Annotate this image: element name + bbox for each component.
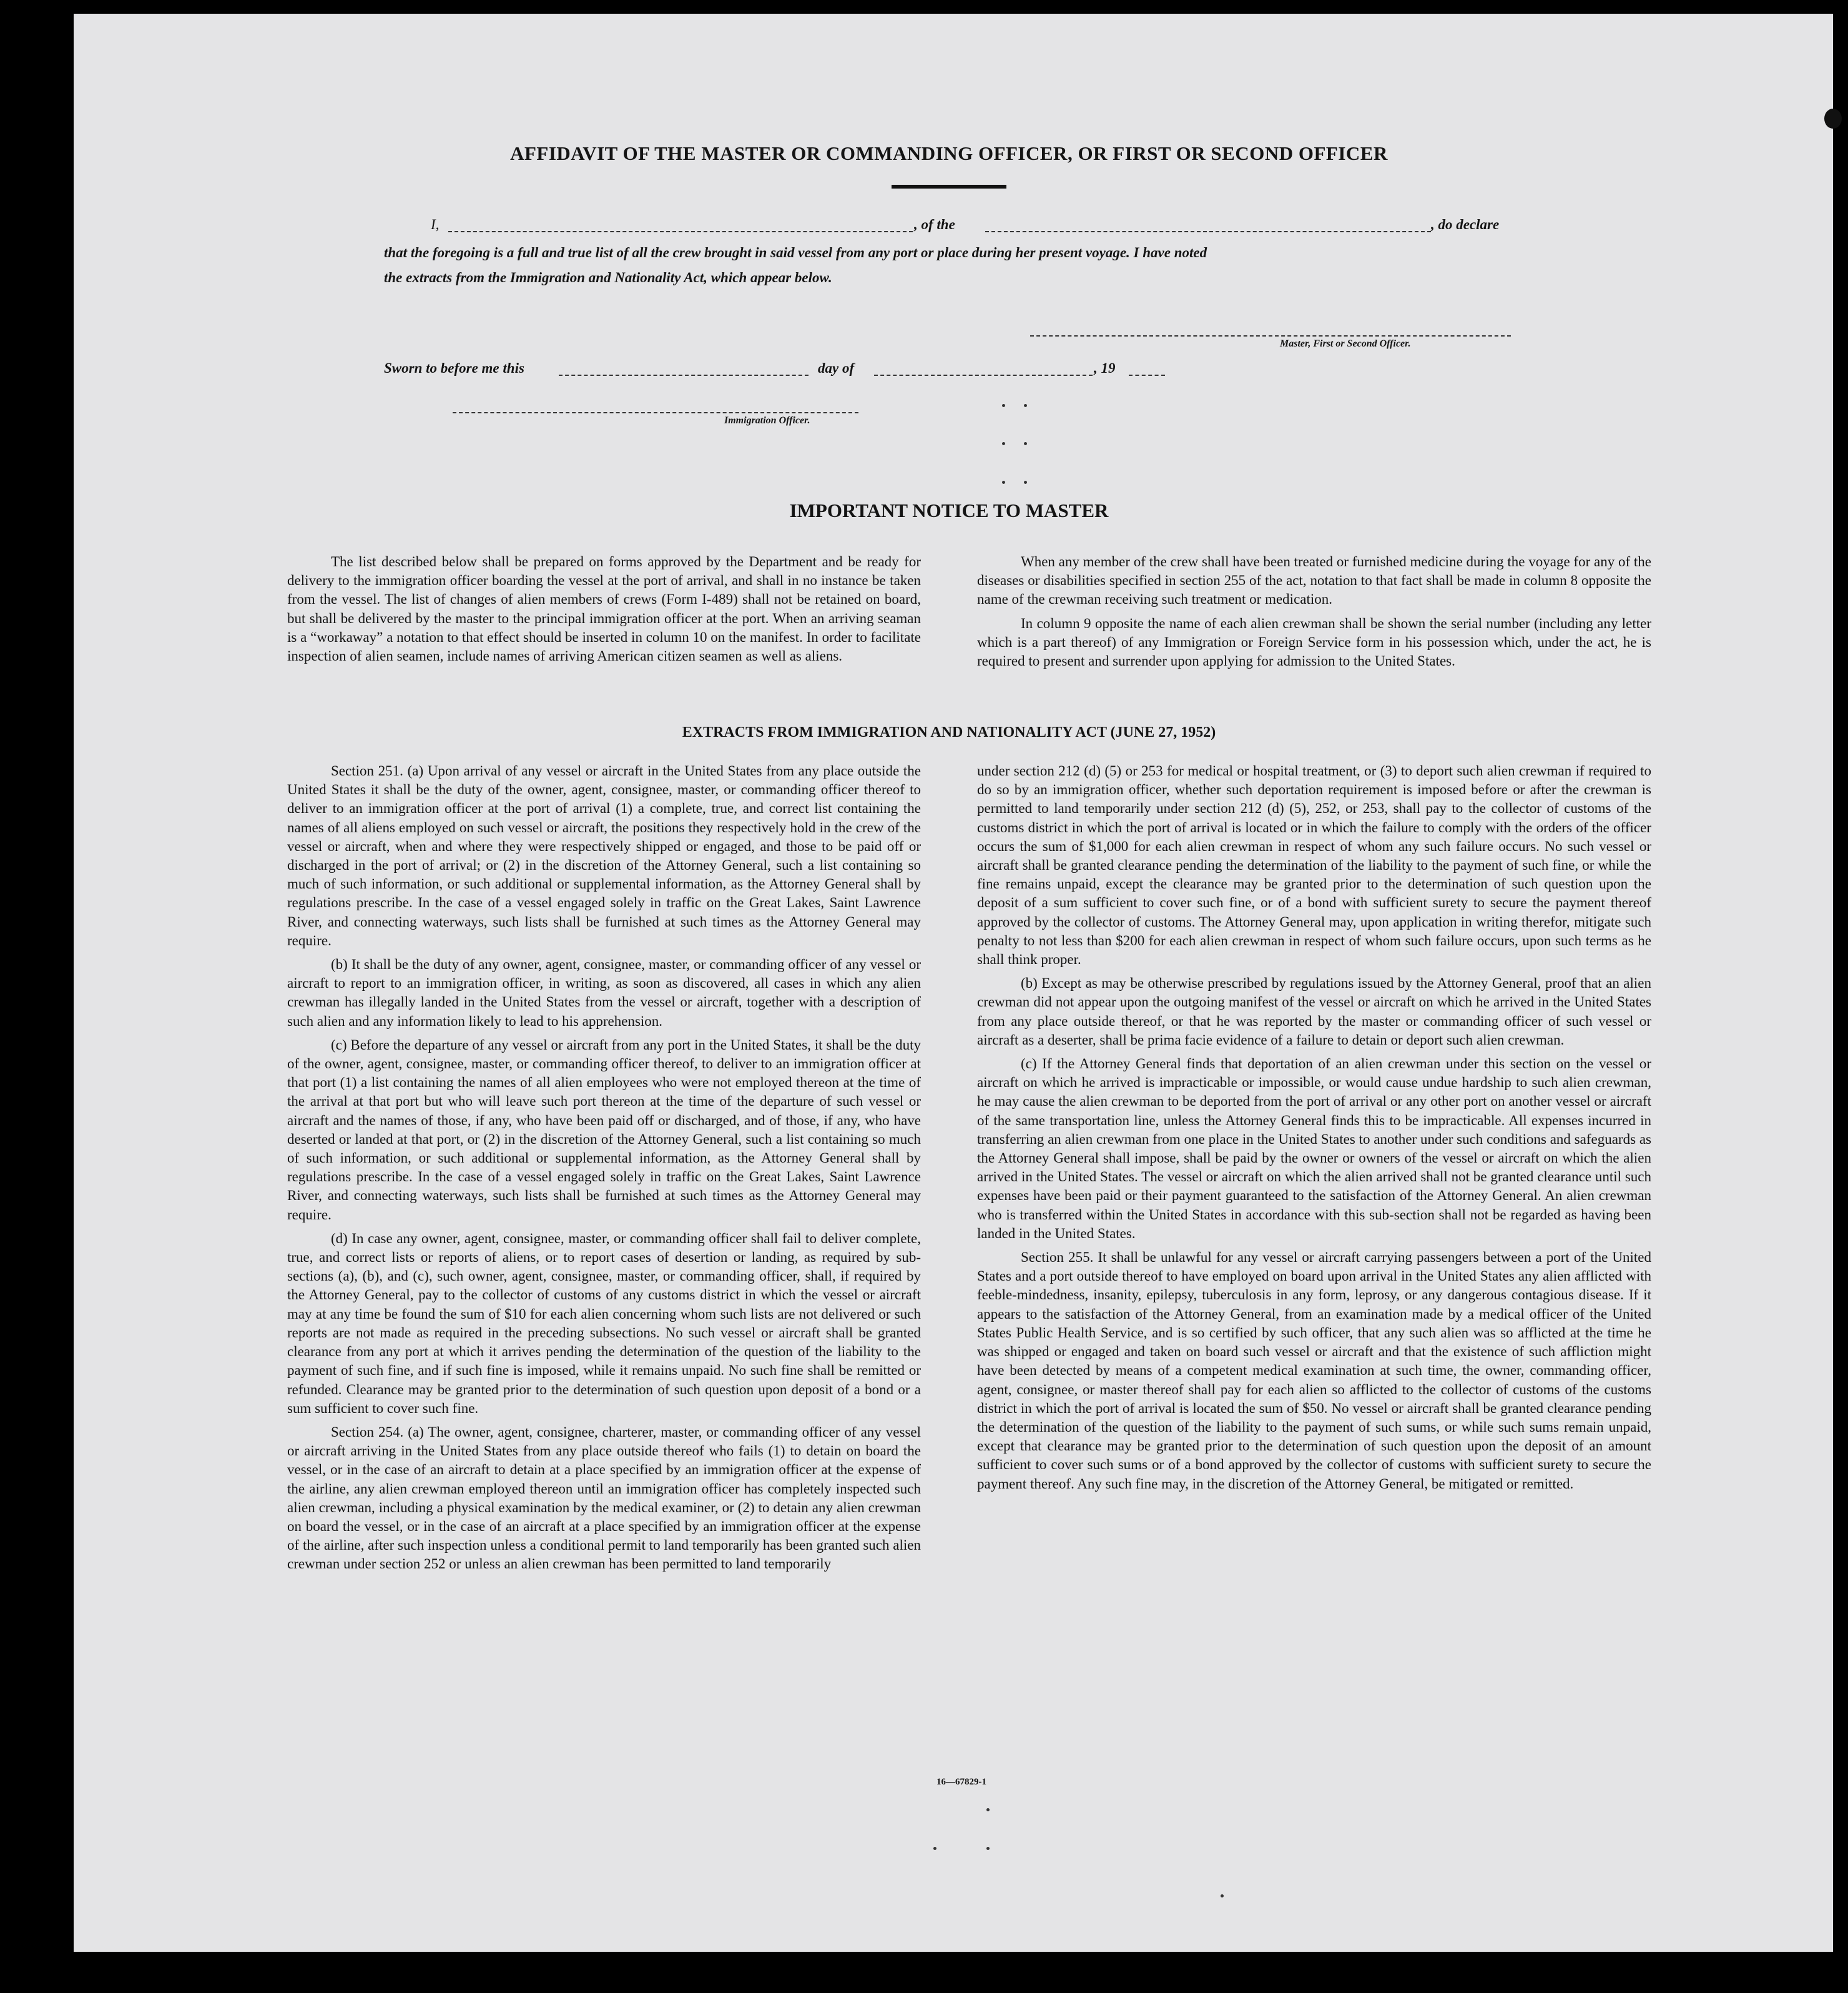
speck: [1002, 442, 1005, 445]
notice-paragraph: When any member of the crew shall have been treated or furnished medicine during the voyage for any of the diseases or disabilities specified in section 255 of the act, notation to that fact shall be made in column 8 opposite the name of the crewman receiving such treatment or medication.: [977, 554, 1651, 608]
affidavit-do-declare: , do declare: [1431, 217, 1500, 232]
extract-paragraph: (c) If the Attorney General finds that deportation of an alien crewman under this section on the vessel or aircraft on which he arrived is impracticable or impossible, or would cause undue hardship to such alien crewman, he may cause the alien crewman to be deported from the port of arrival or any other port on another vessel or aircraft of the same transportation line, unless the Attorney General finds this to be impracticable. All expenses incurred in transferring an alien crewman from one place in the United States to another under such conditions and safeguards as the Attorney General shall impose, shall be paid by the owner or owners of the vessel or aircraft on which the alien arrived in the United States. The vessel or aircraft on which the alien arrived shall not be granted clearance until such expenses have been paid or their payment guaranteed to the satisfaction of the Attorney General. An alien crewman who is transferred within the United States in accordance with this sub-section shall not be regarded as having been landed in the United States.: [977, 1056, 1651, 1241]
year-text: , 19: [1094, 360, 1116, 376]
notice-right-column: [977, 553, 1651, 676]
speck: [1024, 442, 1027, 445]
title-rule: [892, 185, 1006, 189]
extract-paragraph: Section 254. (a) The owner, agent, consignee, charterer, master, or commanding officer of any vessel or aircraft arriving in the United States from any place outside thereof who fails (1) to detain on board the vessel, or in the case of an aircraft to detain at a place specified by an immigration officer at the expense of the airline, any alien crewman employed thereon until an immigration officer has completely inspected such alien crewman, including a physical examination by the medical examiner, or (2) to detain any alien crewman on board the vessel, or in the case of an aircraft at a place specified by an immigration officer at the expense of the airline, after such inspection unless a conditional permit to land temporarily has been granted such alien crewman under section 252 or unless an alien crewman has been permitted to land temporarily: [287, 1424, 921, 1572]
binder-hole: [1824, 109, 1842, 129]
speck: [1002, 404, 1005, 407]
month-blank[interactable]: [874, 375, 1093, 376]
affidavit-i: I,: [431, 217, 440, 232]
year-blank[interactable]: [1129, 375, 1165, 376]
speck: [986, 1808, 990, 1811]
affidavit-title: AFFIDAVIT OF THE MASTER OR COMMANDING OFFICER, OR FIRST OR SECOND OFFICER: [510, 142, 1388, 164]
extract-paragraph: Section 255. It shall be unlawful for any vessel or aircraft carrying passengers between a port of the United States and a port outside thereof to have employed on board upon arrival in the United States any alien afflicted with feeble-mindedness, insanity, epilepsy, tuberculosis in any form, leprosy, or any dangerous contagious disease. If it appears to the satisfaction of the Attorney General, from an examination made by a medical officer of the United States Public Health Service, and is so certified by such officer, that any such alien was so afflicted at the time he was shipped or engaged and taken on board such vessel or aircraft and that the existence of such affliction might have been detected by means of a competent medical examination at such time, the owner, commanding officer, agent, consignee, or master thereof shall pay for each alien so afflicted to the collector of customs of the customs district in which the port of arrival is located the sum of $50. No vessel or aircraft shall be granted clearance pending the determination of the question of the liability to the payment of such sums, or while such sums remain unpaid, except that clearance may be granted prior to the determination of such question upon the deposit of an amount sufficient to cover such sums or of a bond approved by the collector of customs with sufficient surety to secure the payment thereof. Any such fine may, in the discretion of the Attorney General, be mitigated or remitted.: [977, 1249, 1651, 1492]
notice-paragraph: The list described below shall be prepared on forms approved by the Department and be ready for delivery to the immigration officer boarding the vessel at the port of arrival, and shall in no instance be taken from the vessel. The list of changes of alien members of crews (Form I-489) shall not be retained on board, but shall be delivered by the master to the principal immigration officer at the port. When an arriving seaman is a “workaway” a notation to that effect should be inserted in column 10 on the manifest. In order to facilitate inspection of alien seamen, include names of arriving American citizen seamen as well as aliens.: [287, 554, 921, 664]
affidavit-of-the: , of the: [914, 217, 955, 232]
speck: [933, 1847, 936, 1850]
notice-left-column: [287, 553, 921, 671]
master-caption: Master, First or Second Officer.: [1280, 338, 1411, 349]
extracts-title: EXTRACTS FROM IMMIGRATION AND NATIONALITY ACT (JUNE 27, 1952): [682, 724, 1216, 741]
name-blank[interactable]: [448, 231, 913, 232]
extract-paragraph: (b) Except as may be otherwise prescribed by regulations issued by the Attorney General, proof that an alien crewman did not appear upon the outgoing manifest of the vessel or aircraft on which he arrived in the United States from any place outside thereof, or that he was reported by the master or commanding officer of such vessel or aircraft as a deserter, shall be prima facie evidence of a failure to detain or deport such alien crewman.: [977, 975, 1651, 1048]
extracts-right-column: [977, 762, 1651, 1498]
master-signature-line[interactable]: [1030, 335, 1511, 337]
speck: [1002, 481, 1005, 484]
notice-title: IMPORTANT NOTICE TO MASTER: [789, 499, 1109, 521]
officer-signature-line[interactable]: [453, 412, 858, 413]
sworn-text: Sworn to before me this: [384, 360, 524, 376]
extract-paragraph: (b) It shall be the duty of any owner, agent, consignee, master, or commanding officer of any vessel or aircraft to report to an immigration officer, in writing, as soon as discovered, all cases in which any alien crewman has illegally landed in the United States from the vessel or aircraft, together with a description of such alien and any information likely to lead to his apprehension.: [287, 957, 921, 1029]
extract-paragraph: Section 251. (a) Upon arrival of any vessel or aircraft in the United States from any place outside the United States it shall be the duty of the owner, agent, consignee, master, or commanding officer thereof to deliver to an immigration officer at the port of arrival (1) a complete, true, and correct list containing the names of all aliens employed on such vessel or aircraft, the positions they respectively hold in the crew of the vessel or aircraft, when and where they were respectively shipped or engaged, and those to be paid off or discharged in the port of arrival; or (2) in the discretion of the Attorney General, such a list containing so much of such information, or such additional or supplemental information, as the Attorney General shall by regulations prescribe. In the case of a vessel engaged solely in traffic on the Great Lakes, Saint Lawrence River, and connecting waterways, such lists shall be furnished at such times as the Attorney General may require.: [287, 763, 921, 948]
affidavit-line-3: the extracts from the Immigration and Nationality Act, which appear below.: [384, 270, 832, 285]
form-number: 16—67829-1: [936, 1777, 986, 1787]
sworn-day-blank[interactable]: [559, 375, 808, 376]
speck: [1221, 1894, 1224, 1897]
extract-paragraph: (c) Before the departure of any vessel or aircraft from any port in the United States, it shall be the duty of the owner, agent, consignee, master, or commanding officer thereof, to deliver to an immigration officer at that port (1) a list containing the names of all alien employees who were not employed thereon at the time of the arrival at that port but who will leave such port thereon at the time of the departure of such vessel or aircraft and the names of those, if any, who have been paid off or discharged, and of those, if any, who have deserted or landed at that port, or (2) in the discretion of the Attorney General, such a list containing so much of such information, or such additional or supplemental information, as the Attorney General shall by regulations prescribe. In the case of a vessel engaged solely in traffic on the Great Lakes, Saint Lawrence River, and connecting waterways, such lists shall be furnished at such times as the Attorney General may require.: [287, 1036, 921, 1223]
affidavit-line-2: that the foregoing is a full and true list of all the crew brought in said vessel from any port or place during her present voyage. I have noted: [384, 245, 1207, 260]
extract-paragraph: (d) In case any owner, agent, consignee, master, or commanding officer shall fail to deliver complete, true, and correct lists or reports of aliens, or to report cases of desertion or landing, as required by sub-sections (a), (b), and (c), such owner, agent, consignee, master, or commanding officer, shall, if required by the Attorney General, pay to the collector of customs of any customs district in which the vessel or aircraft may at any time be found the sum of $10 for each alien concerning whom such lists are not delivered or such reports are not made as required in the preceding subsections. No such vessel or aircraft shall be granted clearance from any port at which it arrives pending the determination of the question of the liability to the payment of such fine, and if such fine is imposed, while it remains unpaid. No such fine shall be remitted or refunded. Clearance may be granted prior to the determination of such question upon deposit of a bond or a sum sufficient to cover such fine.: [287, 1230, 921, 1416]
officer-caption: Immigration Officer.: [724, 415, 810, 426]
notice-paragraph: In column 9 opposite the name of each alien crewman shall be shown the serial number (including any letter which is a part thereof) of any Immigration or Foreign Service form in his possession which, under the act, he is required to present and surrender upon applying for admission to the United States.: [977, 615, 1651, 669]
vessel-blank[interactable]: [985, 231, 1431, 232]
speck: [1024, 404, 1027, 407]
day-of-text: day of: [818, 360, 855, 376]
speck: [986, 1847, 990, 1850]
extracts-left-column: [287, 762, 921, 1579]
speck: [1024, 481, 1027, 484]
extract-paragraph: under section 212 (d) (5) or 253 for medical or hospital treatment, or (3) to deport such alien crewman if required to do so by an immigration officer, whether such deportation requirement is imposed before or after the crewman is permitted to land temporarily under section 212 (d) (5), 252, or 253, shall pay to the collector of customs of the customs district in which the port of arrival is located or in which the failure to comply with the orders of the officer occurs the sum of $1,000 for each alien crewman in respect of whom any such failure occurs. No such vessel or aircraft shall be granted clearance pending the determination of the liability to the payment of such fine, or while the fine remains unpaid, except the clearance may be granted prior to the determination of such question upon the deposit of a sum sufficient to cover such fine, or of a bond with sufficient surety to secure the payment thereof approved by the collector of customs. The Attorney General may, upon application in writing therefor, mitigate such penalty to not less than $200 for each alien crewman in respect of whom such failure occurs, upon such terms as he shall think proper.: [977, 763, 1651, 968]
